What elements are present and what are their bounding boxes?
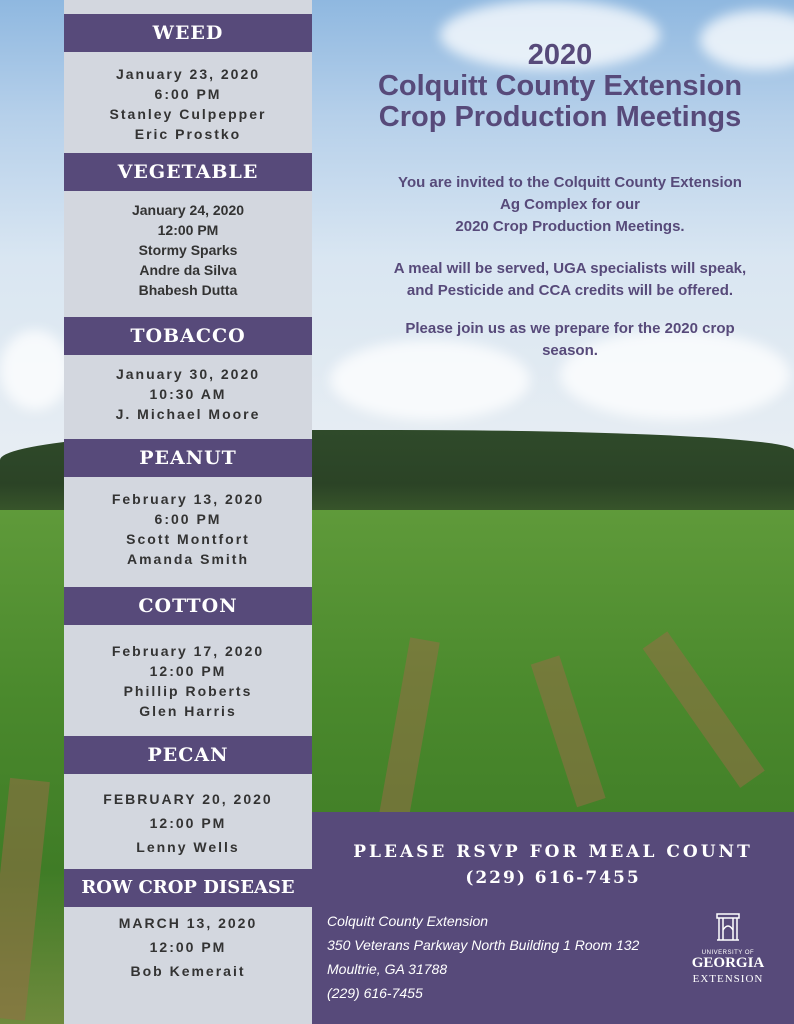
intro-text: Ag Complex for our (499, 196, 640, 213)
speaker: Stanley Culpepper (109, 106, 267, 122)
section-body-pecan (64, 787, 312, 859)
intro-paragraph-3 (340, 318, 794, 362)
section-body-tobacco (64, 364, 312, 424)
speaker: Andre da Silva (139, 262, 237, 278)
page-title (340, 40, 780, 133)
speaker: Scott Montfort (126, 531, 250, 547)
title-line-2: Colquitt County Extension (377, 70, 743, 102)
meeting-date: January 23, 2020 (115, 66, 261, 82)
speaker: Eric Prostko (134, 126, 242, 142)
meeting-time: 12:00 PM (149, 815, 227, 831)
address-line: Moultrie, GA 31788 (327, 961, 448, 977)
section-body-vegetable (64, 200, 312, 300)
cloud (0, 330, 70, 410)
speaker: Amanda Smith (126, 551, 249, 567)
speaker: Phillip Roberts (123, 683, 253, 699)
section-heading-pecan: PECAN (64, 736, 312, 774)
meeting-date: January 24, 2020 (131, 202, 245, 218)
rsvp-phone: (229) 616-7455 (465, 868, 641, 888)
section-heading-tobacco: TOBACCO (64, 317, 312, 355)
intro-paragraph-1 (340, 172, 794, 238)
intro-text: You are invited to the Colquitt County Extension (398, 174, 742, 191)
logo-georgia: GEORGIA (691, 955, 765, 971)
address-phone: (229) 616-7455 (327, 985, 423, 1001)
speaker: Lenny Wells (136, 839, 240, 855)
meeting-time: 12:00 PM (157, 222, 219, 238)
section-heading-cotton: COTTON (64, 587, 312, 625)
meeting-date: January 30, 2020 (115, 366, 261, 382)
arch-icon (715, 912, 741, 942)
meeting-date: FEBRUARY 20, 2020 (103, 791, 273, 807)
meeting-time: 10:30 AM (149, 386, 227, 402)
intro-paragraph-2 (340, 258, 794, 302)
section-heading-peanut: PEANUT (64, 439, 312, 477)
address-line: 350 Veterans Parkway North Building 1 Room 132 (327, 937, 640, 953)
intro-text: and Pesticide and CCA credits will be offered. (406, 282, 734, 299)
uga-extension-logo (686, 912, 770, 985)
speaker: J. Michael Moore (115, 406, 261, 422)
title-line-3: Crop Production Meetings (378, 101, 742, 133)
logo-small-text: UNIVERSITY OF (701, 950, 755, 956)
meeting-time: 6:00 PM (154, 511, 222, 527)
section-body-cotton (64, 641, 312, 721)
meeting-time: 6:00 PM (154, 86, 222, 102)
section-heading-row-crop-disease: ROW CROP DISEASE (64, 869, 312, 907)
address-block (327, 909, 667, 1005)
meeting-time: 12:00 PM (149, 663, 227, 679)
section-heading-vegetable: VEGETABLE (64, 153, 312, 191)
meeting-date: February 17, 2020 (111, 643, 265, 659)
speaker: Bob Kemerait (130, 963, 246, 979)
meeting-time: 12:00 PM (149, 939, 227, 955)
speaker: Glen Harris (139, 703, 237, 719)
logo-extension: EXTENSION (692, 973, 764, 985)
section-body-peanut (64, 489, 312, 569)
title-year: 2020 (527, 39, 593, 71)
speaker: Stormy Sparks (138, 242, 238, 258)
speaker: Bhabesh Dutta (138, 282, 238, 298)
section-heading-weed: WEED (64, 14, 312, 52)
section-body-row-crop-disease (64, 911, 312, 983)
rsvp-heading: PLEASE RSVP FOR MEAL COUNT (353, 842, 753, 862)
intro-text: Please join us as we prepare for the 2020 crop (405, 320, 735, 337)
address-line: Colquitt County Extension (327, 913, 489, 929)
intro-text: 2020 Crop Production Meetings. (455, 218, 685, 235)
meeting-date: February 13, 2020 (111, 491, 265, 507)
meeting-date: MARCH 13, 2020 (118, 915, 258, 931)
section-body-weed (64, 64, 312, 144)
intro-text: A meal will be served, UGA specialists will speak, (393, 260, 747, 277)
intro-text: season. (542, 342, 598, 359)
